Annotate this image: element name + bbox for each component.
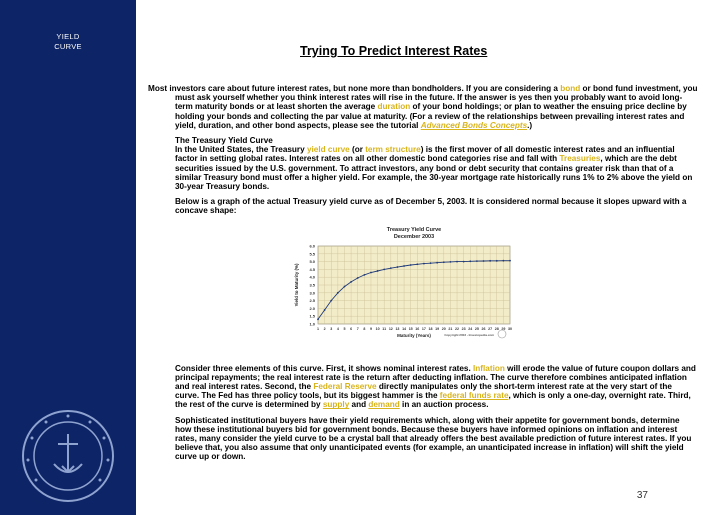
text-run: .): [527, 120, 533, 130]
data-point: [430, 262, 432, 264]
x-tick-label: 18: [428, 326, 433, 331]
text-run: Most investors care about future interest rates, but none more than bondholders. If you are considering a: [148, 84, 561, 93]
x-tick-label: 30: [508, 326, 512, 331]
data-point: [403, 265, 405, 267]
data-point: [483, 260, 485, 262]
chart-credit: Copyright 2003 - Investopedia.com: [444, 332, 494, 337]
data-point: [337, 292, 339, 294]
x-tick-label: 14: [402, 326, 407, 331]
x-tick-label: 2: [323, 326, 326, 331]
x-tick-label: 15: [408, 326, 413, 331]
data-point: [443, 261, 445, 263]
data-point: [410, 264, 412, 266]
curve-elements-paragraph: [175, 364, 698, 410]
x-tick-label: 12: [388, 326, 393, 331]
body-text: [148, 84, 698, 462]
data-point: [450, 261, 452, 263]
x-tick-label: 28: [494, 326, 499, 331]
x-tick-label: 7: [356, 326, 359, 331]
y-axis-label: Yield to Maturity (%): [294, 263, 299, 307]
data-point: [509, 259, 511, 261]
treasury-yield-curve-heading: The Treasury Yield Curve: [175, 136, 273, 146]
data-point: [423, 262, 425, 264]
y-tick-label: 3.0: [309, 289, 315, 295]
y-tick-label: 4.5: [309, 266, 315, 272]
y-tick-label: 5.0: [309, 258, 315, 264]
graph-intro-paragraph: Below is a graph of the actual Treasury yield curve as of December 5, 2003. It is considered normal because it slopes upward with a concave shape:: [175, 197, 687, 216]
x-tick-label: 21: [448, 326, 453, 331]
x-tick-label: 11: [382, 326, 387, 331]
y-tick-label: 3.5: [309, 282, 315, 288]
y-tick-label: 1.5: [309, 313, 315, 319]
data-point: [383, 268, 385, 270]
x-tick-label: 29: [501, 326, 506, 331]
data-point: [350, 281, 352, 283]
text-run: , which is only a one-day, overnight rate. Third, the rest of the curve is determined by: [175, 391, 691, 410]
data-point: [344, 285, 346, 287]
data-point: [469, 260, 471, 262]
sidebar-label-curve: CURVE: [54, 42, 82, 51]
federal-reserve-link[interactable]: Federal Reserve: [313, 382, 377, 392]
data-point: [456, 260, 458, 262]
x-tick-label: 20: [441, 326, 446, 331]
x-tick-label: 22: [455, 326, 460, 331]
federal-funds-rate-link[interactable]: federal funds rate: [439, 391, 509, 401]
chart-title: Treasury Yield Curve: [386, 226, 442, 233]
text-run: in an auction process.: [399, 400, 489, 410]
chart-subtitle: December 2003: [393, 233, 435, 240]
x-tick-label: 6: [350, 326, 353, 331]
x-tick-label: 10: [375, 326, 380, 331]
treasuries-link[interactable]: Treasuries: [559, 154, 601, 164]
treasury-paragraph: [175, 145, 698, 191]
x-tick-label: 19: [435, 326, 440, 331]
sidebar: [0, 0, 136, 515]
inflation-link[interactable]: Inflation: [473, 363, 505, 373]
x-tick-label: 17: [421, 326, 426, 331]
x-tick-label: 3: [330, 326, 333, 331]
data-point: [357, 277, 359, 279]
text-run: ) is the first mover of all domestic interest rates and an influential factor in setting global rates. Interest rates on all other domestic bond categories rise and fall with: [175, 145, 675, 164]
text-run: and: [349, 400, 369, 410]
investopedia-logo: [498, 330, 506, 338]
text-run: (or: [349, 145, 366, 155]
x-tick-label: 5: [343, 326, 346, 331]
duration-link[interactable]: duration: [377, 102, 411, 112]
text-run: , which are the debt securities issued by the U.S. government. To attract investors, any bond or debt security that contains greater risk than that of a similar Treasury bond must offer a higher yield. For example, the 30-year mortgage rate historically runs 1% to 2% above the yield on 30-year Treasury bonds.: [175, 154, 693, 192]
data-point: [502, 259, 504, 261]
data-point: [489, 260, 491, 262]
data-point: [363, 274, 365, 276]
data-point: [324, 309, 326, 311]
data-point: [377, 270, 379, 272]
data-point: [370, 271, 372, 273]
data-point: [496, 260, 498, 262]
page-title: Trying To Predict Interest Rates: [300, 44, 488, 58]
text-run: or bond fund investment, you must ask yourself whether you think interest rates will rise in the future. If the answer is yes then you probably want to avoid long-term maturity bonds or at least shorten the average: [175, 84, 698, 112]
text-run: Consider three elements of this curve. First, it shows nominal interest rates.: [175, 363, 474, 373]
data-point: [416, 263, 418, 265]
bond-link[interactable]: bond: [560, 84, 581, 93]
data-point: [330, 299, 332, 301]
page-number: 37: [636, 490, 648, 501]
y-tick-label: 4.0: [309, 274, 315, 280]
data-point: [397, 266, 399, 268]
advanced-bonds-concepts-link[interactable]: Advanced Bonds Concepts: [420, 120, 528, 130]
y-tick-label: 5.5: [309, 250, 315, 256]
data-point: [476, 260, 478, 262]
x-axis-label: Maturity (Years): [397, 332, 431, 338]
university-seal-logo: [20, 408, 116, 504]
text-run: directly manipulates only the short-term interest rate at the very start of the curve. The Fed has three policy tools, but its biggest hammer is the: [175, 382, 672, 401]
demand-link[interactable]: demand: [368, 400, 400, 410]
x-tick-label: 26: [481, 326, 486, 331]
data-point: [463, 260, 465, 262]
x-tick-label: 23: [461, 326, 466, 331]
x-tick-label: 8: [363, 326, 366, 331]
data-point: [436, 261, 438, 263]
data-point: [390, 267, 392, 269]
x-tick-label: 27: [488, 326, 493, 331]
y-tick-label: 2.5: [309, 297, 315, 303]
x-tick-label: 4: [336, 326, 339, 331]
x-tick-label: 9: [369, 326, 372, 331]
y-tick-label: 1.0: [309, 321, 315, 327]
data-point: [317, 318, 319, 320]
text-run: will erode the value of future coupon dollars and principal repayments; the real interest rate is the return after deducting inflation. The curve therefore combines anticipated inflation and real interest rates. Second, the: [175, 363, 696, 392]
supply-link[interactable]: supply: [322, 400, 350, 410]
text-run: of your bond holdings; or plan to weather the ensuing price decline by holding your bonds and collecting the par value at maturity. (For a review of the relationships between prevailing interest rates and yield, duration, and other bond aspects, please see the tutorial: [175, 102, 687, 130]
x-tick-label: 13: [395, 326, 400, 331]
y-tick-label: 2.0: [309, 305, 315, 311]
term-structure-link[interactable]: term structure: [365, 145, 421, 155]
sidebar-label-yield: YIELD: [56, 32, 80, 41]
x-tick-label: 16: [415, 326, 420, 331]
text-run: In the United States, the Treasury: [175, 145, 307, 155]
intro-paragraph: [148, 84, 698, 130]
x-tick-label: 1: [317, 326, 319, 331]
yield-curve-chart: [288, 224, 520, 342]
y-tick-label: 6.0: [309, 243, 315, 249]
x-tick-label: 25: [474, 326, 479, 331]
x-tick-label: 24: [468, 326, 473, 331]
institutional-buyers-paragraph: Sophisticated institutional buyers have their yield requirements which, along with their appetite for government bonds, determine how these institutional buyers bid for government bonds. Because these buyers have informed opinions on inflation and interest rates, many consider the yield curve to be a crystal ball that already offers the best available prediction of future interest rates. If you believe that, you also assume that only unanticipated events (for example, an unanticipated increase in inflation) will shift the yield curve up or down.: [175, 415, 692, 462]
yield-curve-link[interactable]: yield curve: [306, 145, 350, 155]
